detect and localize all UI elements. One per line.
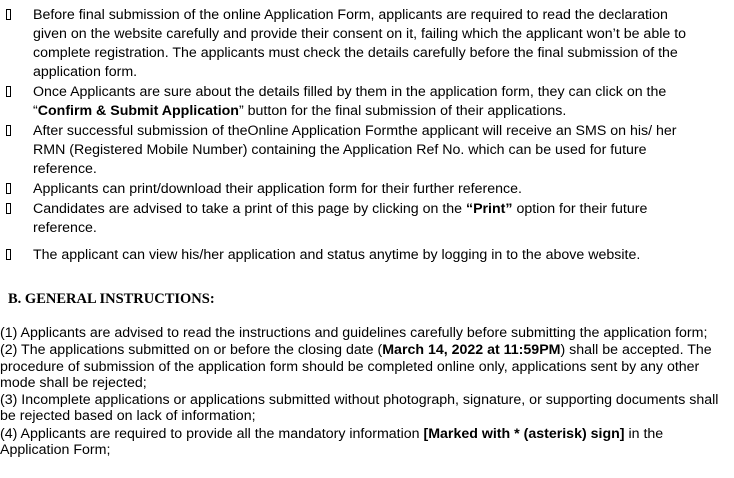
bullet-box-icon [6, 249, 11, 260]
bullet-item [0, 6, 734, 82]
instruction-item [0, 426, 726, 459]
bullet-item [0, 200, 734, 238]
closing-date: March 14, 2022 at 11:59PM [382, 342, 561, 359]
mandatory-marker-note: [Marked with * (asterisk) sign] [423, 425, 625, 442]
bullet-item [0, 83, 734, 121]
bullet-item [0, 122, 734, 179]
instruction-item: (1) Applicants are advised to read the instructions and guidelines carefully before submitting the application form; [0, 325, 708, 341]
bullet-text-part: ” button for the final submission of their applications. [238, 103, 567, 119]
bullet-text: After successful submission of theOnline Application Formthe applicant will receive an SMS on his/ her RMN (Registered Mobile Number) containing the Application Ref No. which can be used for future reference. [33, 123, 677, 177]
instruction-text-part: in the Application Form; [0, 425, 664, 459]
bullet-box-icon [6, 125, 11, 136]
bullet-box-icon [6, 183, 11, 194]
general-instructions-list [0, 325, 726, 459]
bullet-box-icon [6, 86, 11, 97]
instruction-item: (3) Incomplete applications or applications submitted without photograph, signature, or supporting documents shall be rejected based on lack of information; [0, 392, 719, 425]
print-option-label: “Print” [465, 201, 513, 217]
bullet-item [0, 246, 734, 265]
bullet-text-part: Once Applicants are sure about the details filled by them in the application form, they can click on the “ [33, 84, 667, 119]
instruction-text-part: (2) The applications submitted on or before the closing date ( [0, 342, 383, 359]
bullet-text [33, 84, 666, 119]
bullet-text-part: Candidates are advised to take a print of this page by clicking on the [33, 201, 466, 217]
instruction-item [0, 342, 726, 391]
section-heading: B. GENERAL INSTRUCTIONS: [8, 291, 215, 307]
instruction-text-part: ) shall be accepted. The procedure of submission of the application form should be completed online only, applications sent by any other mode shall be rejected; [0, 342, 712, 391]
bullet-text: The applicant can view his/her application and status anytime by logging in to the above website. [33, 247, 641, 263]
instruction-bullet-list [0, 6, 734, 266]
bullet-box-icon [6, 203, 11, 214]
bullet-text: Before final submission of the online Application Form, applicants are required to read the declaration given on the website carefully and provide their consent on it, failing which the applicant won’t be able to complete registration. The applicants must check the details carefully before the final submission of the application form. [33, 7, 687, 80]
instruction-text-part: (4) Applicants are required to provide all the mandatory information [0, 425, 424, 442]
bullet-text: Applicants can print/download their application form for their further reference. [33, 181, 522, 197]
bullet-text-part: option for their future reference. [33, 201, 648, 236]
bullet-item [0, 180, 734, 199]
bullet-text [33, 201, 647, 236]
confirm-submit-label: Confirm & Submit Application [37, 103, 239, 119]
bullet-box-icon [6, 9, 11, 20]
